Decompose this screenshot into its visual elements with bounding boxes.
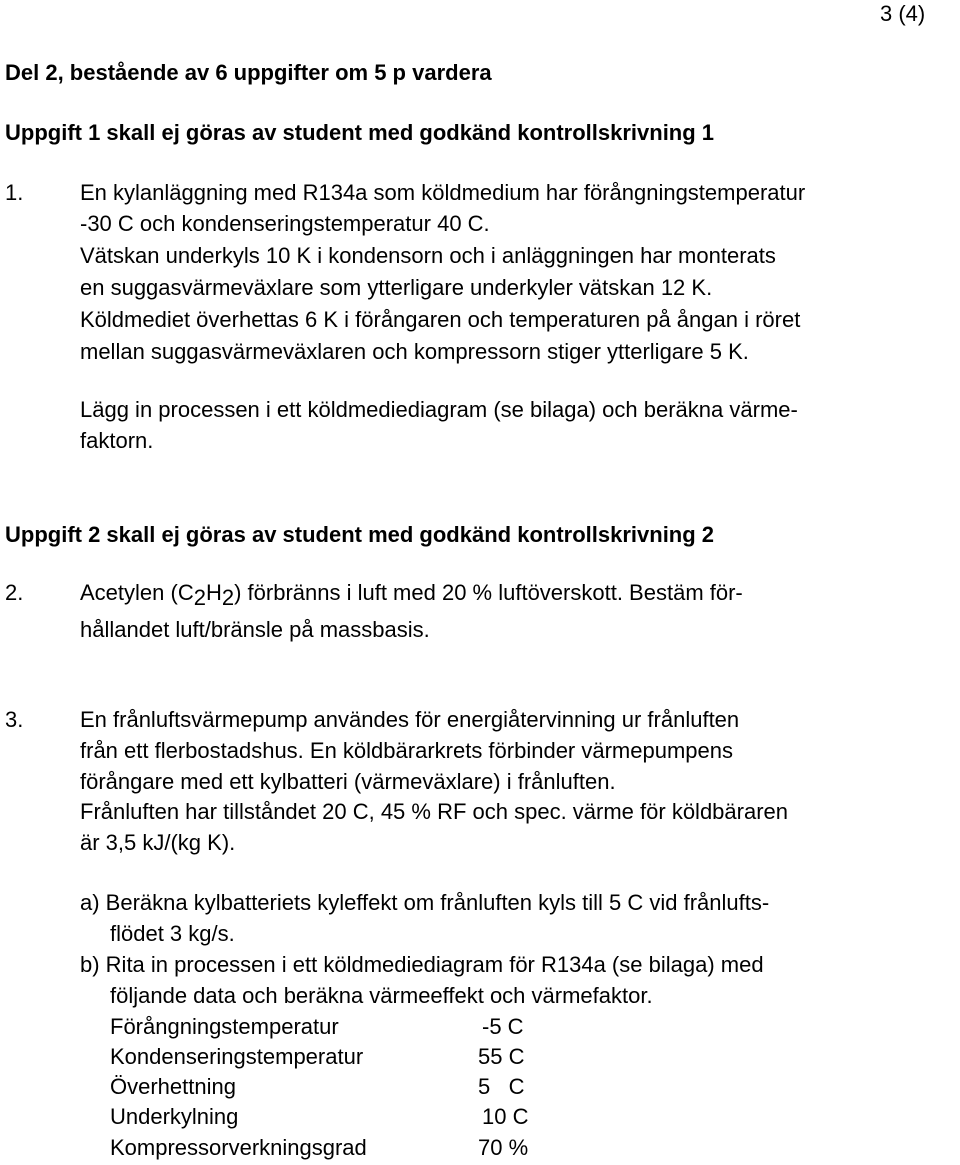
task3-line: är 3,5 kJ/(kg K).	[80, 830, 236, 855]
task1-line: mellan suggasvärmeväxlaren och kompressorn stiger ytterligare 5 K.	[80, 339, 749, 364]
data-label: Förångningstemperatur	[110, 1014, 339, 1039]
task2-line2: hållandet luft/bränsle på massbasis.	[80, 617, 430, 642]
data-value: 10 C	[482, 1104, 529, 1129]
task3-part-a: a) Beräkna kylbatteriets kyleffekt om frånluften kyls till 5 C vid frånlufts-	[80, 890, 770, 915]
task3-line: Frånluften har tillståndet 20 C, 45 % RF och spec. värme för köldbäraren	[80, 799, 789, 824]
task2-text-pre: Acetylen (C	[80, 580, 194, 605]
page-number: 3 (4)	[880, 1, 926, 26]
task1-line: Köldmediet överhettas 6 K i förångaren och temperaturen på ångan i röret	[80, 307, 801, 332]
data-value: 70 %	[478, 1135, 529, 1160]
task1-line: -30 C och kondenseringstemperatur 40 C.	[80, 211, 490, 236]
task2-text-post: ) förbränns i luft med 20 % luftöverskott. Bestäm för-	[234, 580, 743, 605]
task1-line: Vätskan underkyls 10 K i kondensorn och i anläggningen har monterats	[80, 243, 776, 268]
task3-part-b: följande data och beräkna värmeeffekt och värmefaktor.	[110, 983, 653, 1008]
subscript: 2	[193, 585, 206, 610]
task3-number: 3.	[5, 707, 24, 732]
task2-number: 2.	[5, 580, 24, 605]
part-heading: Del 2, bestående av 6 uppgifter om 5 p vardera	[5, 60, 492, 85]
data-label: Kondenseringstemperatur	[110, 1044, 364, 1069]
task1-question: faktorn.	[80, 428, 154, 453]
data-value: 55 C	[478, 1044, 525, 1069]
data-value: 5 C	[478, 1074, 525, 1099]
data-label: Kompressorverkningsgrad	[110, 1135, 367, 1160]
subscript: 2	[221, 585, 235, 610]
task2-line1	[80, 580, 743, 610]
data-label: Underkylning	[110, 1104, 239, 1129]
task3-line: från ett flerbostadshus. En köldbärarkrets förbinder värmepumpens	[80, 738, 733, 763]
task1-question: Lägg in processen i ett köldmediediagram (se bilaga) och beräkna värme-	[80, 397, 798, 422]
task2-text-mid: H	[205, 580, 222, 605]
task3-part-b: b) Rita in processen i ett köldmediediagram för R134a (se bilaga) med	[80, 952, 764, 977]
task3-line: En frånluftsvärmepump användes för energiåtervinning ur frånluften	[80, 707, 740, 732]
task1-line: en suggasvärmeväxlare som ytterligare underkyler vätskan 12 K.	[80, 275, 713, 300]
task1-line: En kylanläggning med R134a som köldmedium har förångningstemperatur	[80, 180, 806, 205]
data-label: Överhettning	[110, 1074, 236, 1099]
task3-part-a: flödet 3 kg/s.	[110, 921, 235, 946]
data-value: -5 C	[482, 1014, 524, 1039]
task1-note: Uppgift 1 skall ej göras av student med godkänd kontrollskrivning 1	[5, 120, 715, 145]
task3-line: förångare med ett kylbatteri (värmeväxlare) i frånluften.	[80, 769, 616, 794]
task1-number: 1.	[5, 180, 24, 205]
task2-note: Uppgift 2 skall ej göras av student med godkänd kontrollskrivning 2	[5, 522, 715, 547]
